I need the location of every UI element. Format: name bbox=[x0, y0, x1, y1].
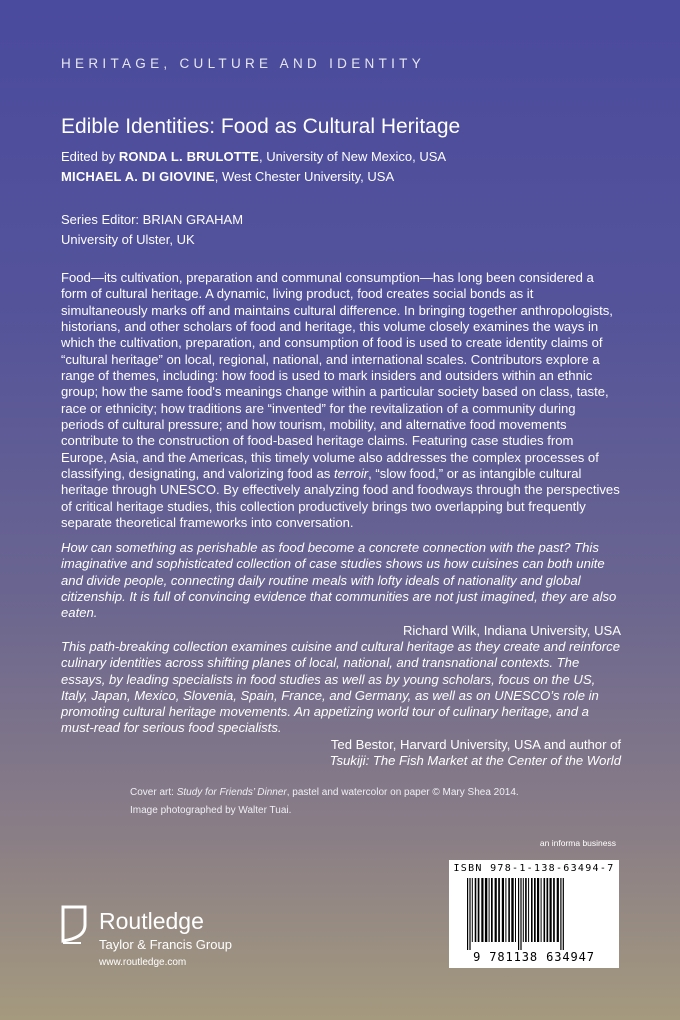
barcode-bar bbox=[508, 878, 510, 942]
review-1-quote: How can something as perishable as food become a concrete connection with the past? This imaginative and sophisticated collection of case studies shows us how cuisines can both unite and divide people, connecting daily routine meals with lofty ideals of nationality and global citizenship. It is full of convincing evidence that communities are not just imagined, they are also eaten. bbox=[61, 540, 617, 621]
cover-art-credit bbox=[130, 784, 519, 802]
barcode-bar bbox=[511, 878, 513, 942]
review-1 bbox=[61, 540, 621, 640]
barcode-bar bbox=[541, 878, 542, 942]
editor-line-1 bbox=[61, 147, 446, 167]
barcode-bar bbox=[505, 878, 506, 942]
barcode-bar bbox=[560, 878, 561, 950]
series-editor-affiliation: University of Ulster, UK bbox=[61, 232, 195, 247]
isbn-barcode bbox=[449, 860, 619, 968]
barcode-bar bbox=[485, 878, 487, 942]
barcode-bar bbox=[531, 878, 533, 942]
editor-line-2 bbox=[61, 167, 446, 187]
review-2-attribution-line-1: Ted Bestor, Harvard University, USA and author of bbox=[330, 736, 621, 752]
photographer-credit: Image photographed by Walter Tuai. bbox=[130, 805, 292, 816]
barcode-bar bbox=[518, 878, 519, 950]
cover-art-title: Study for Friends’ Dinner bbox=[176, 787, 287, 798]
review-2 bbox=[61, 639, 621, 769]
barcode-bar bbox=[563, 878, 564, 950]
isbn-label: ISBN 978-1-138-63494-7 bbox=[453, 863, 615, 874]
publisher-url: www.routledge.com bbox=[99, 957, 187, 968]
description-part-1: Food—its cultivation, preparation and communal consumption—has long been considered a form of cultural heritage. A dynamic, living product, food creates social bonds as it simultaneously marks off and maintains cultural difference. In bringing together anthropologists, historians, and other scholars of food and heritage, this volume closely examines the ways in which the cultivation, preparation, and consumption of food is used to create identity claims of “cultural heritage” on local, regional, national, and international scales. Contributors explore a range of themes, including: how food is used to mark insiders and outsiders within an ethnic group; how the same food's meanings change within a particular society based on class, taste, race or ethnicity; how traditions are “invented” for the revitalization of a community during periods of cultural pressure; and how tourism, mobility, and alternative food movements contribute to the construction of food-based heritage claims. Featuring case studies from Europe, Asia, and the Americas, this timely volume also addresses the complex processes of classifying, designating, and valorizing food as bbox=[61, 270, 613, 482]
barcode-digits: 9 781138 634947 bbox=[473, 950, 595, 964]
barcode-bar bbox=[547, 878, 549, 942]
barcode-bar bbox=[544, 878, 546, 942]
series-editor-name: Series Editor: BRIAN GRAHAM bbox=[61, 212, 244, 227]
barcode-bar bbox=[478, 878, 480, 942]
informa-tagline: an informa business bbox=[539, 838, 616, 848]
barcode-bar bbox=[498, 878, 500, 942]
barcode-bar bbox=[520, 878, 521, 950]
barcode-bar bbox=[534, 878, 536, 942]
description-terroir: terroir bbox=[333, 466, 369, 482]
routledge-logo-icon bbox=[61, 905, 87, 963]
series-editor-block bbox=[61, 210, 243, 250]
barcode-bar bbox=[553, 878, 555, 942]
cover-art-rest: , pastel and watercolor on paper © Mary Shea 2014. bbox=[286, 787, 519, 798]
barcode-bar bbox=[515, 878, 516, 942]
barcode-bar bbox=[475, 878, 477, 942]
barcode-bar bbox=[502, 878, 504, 942]
barcode-bar bbox=[537, 878, 539, 942]
cover-art-prefix: Cover art: bbox=[130, 787, 177, 798]
review-2-attribution-line-2 bbox=[61, 753, 621, 769]
review-2-book-title-a: Tsukiji bbox=[329, 752, 366, 768]
cover-credits bbox=[130, 784, 519, 820]
review-2-quote: This path-breaking collection examines cuisine and cultural heritage as they create and reinforce culinary identities across shifting planes of local, national, and transnational contexts. The essays, by leading specialists in food studies as well as by young scholars, focus on the US, Italy, Japan, Mexico, Slovenia, Spain, France, and Germany, as well as on UNESCO’s role in promoting cultural heritage movements. An appetizing world tour of culinary heritage, and a must-read for serious food specialists. bbox=[61, 639, 620, 736]
review-2-book-title-b: : The Fish Market at the Center of the World bbox=[365, 752, 621, 768]
barcode-bar bbox=[489, 878, 490, 942]
book-title: Edible Identities: Food as Cultural Heritage bbox=[61, 115, 461, 138]
editor-2-affiliation: , West Chester University, USA bbox=[214, 169, 395, 184]
barcode-bar bbox=[550, 878, 552, 942]
publisher-group: Taylor & Francis Group bbox=[99, 937, 232, 952]
barcode-bar bbox=[557, 878, 559, 942]
barcode-bar bbox=[528, 878, 529, 942]
barcode-bar bbox=[481, 878, 483, 942]
barcode-bars bbox=[465, 878, 603, 950]
publisher-name: Routledge bbox=[99, 908, 204, 934]
barcode-bar bbox=[525, 878, 527, 942]
barcode-bar bbox=[469, 878, 470, 950]
editors-block bbox=[61, 147, 446, 187]
description-part-3: , “slow food,” or as intangible cultural heritage through UNESCO. By effectively analyzing food and foodways through the perspectives of critical heritage studies, this collection productively brings two overlapping but frequently separate theoretical frameworks into conversation. bbox=[61, 466, 620, 531]
series-title: HERITAGE, CULTURE AND IDENTITY bbox=[61, 56, 426, 71]
editor-1-name: RONDA L. BRULOTTE bbox=[118, 149, 259, 164]
review-1-attribution: Richard Wilk, Indiana University, USA bbox=[402, 623, 621, 639]
edited-by-prefix: Edited by bbox=[61, 149, 119, 164]
barcode-bar bbox=[472, 878, 473, 942]
editor-2-name: MICHAEL A. DI GIOVINE bbox=[61, 169, 215, 184]
barcode-bar bbox=[523, 878, 524, 942]
barcode-bar bbox=[495, 878, 497, 942]
barcode-bar bbox=[467, 878, 468, 950]
editor-1-affiliation: , University of New Mexico, USA bbox=[258, 149, 447, 164]
book-description bbox=[61, 270, 621, 532]
barcode-bar bbox=[491, 878, 493, 942]
